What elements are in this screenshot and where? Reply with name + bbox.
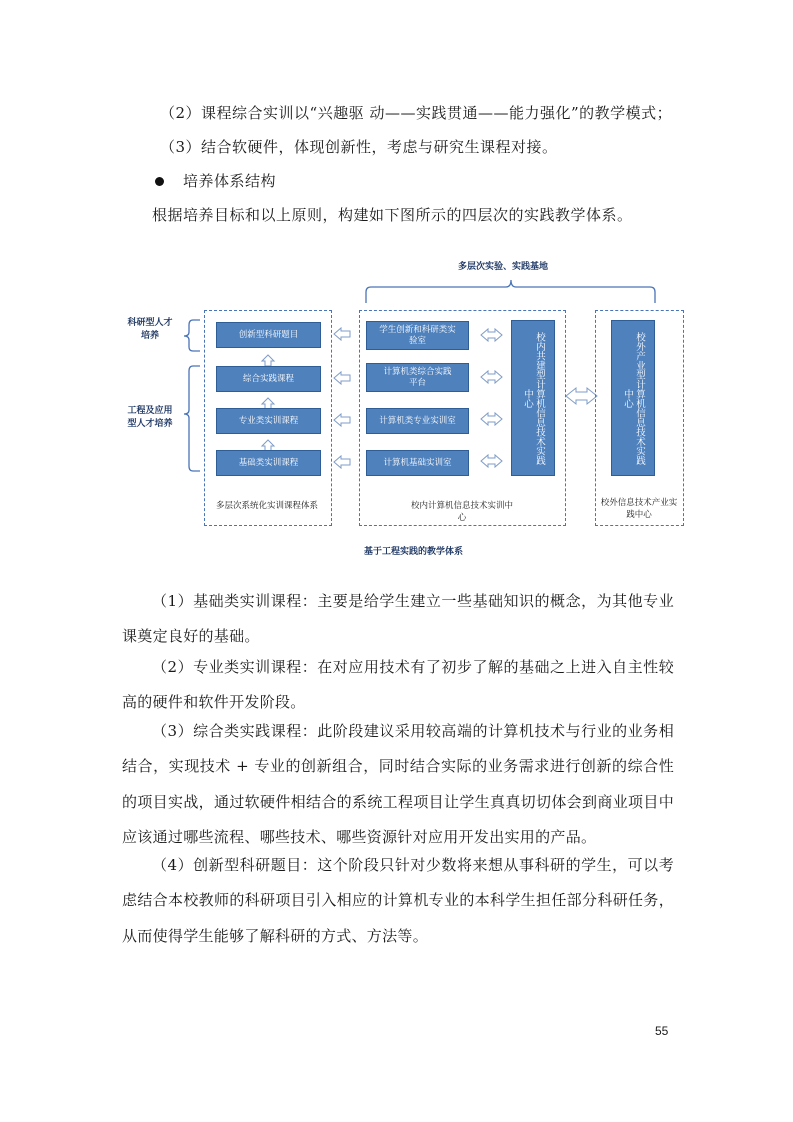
- diagram-top-label: 多层次实验、实践基地: [458, 262, 549, 272]
- side-label-research: 科研型人才培养: [127, 318, 173, 341]
- course-box-research: 创新型科研题目: [216, 322, 321, 348]
- lab-box-basic: 计算机基础实训室: [366, 450, 469, 476]
- course-box-professional: 专业类实训课程: [216, 408, 321, 434]
- paragraph-comprehensive: （3）综合类实践课程：此阶段建议采用较高端的计算机技术与行业的业务相结合，实现技术 + 专业的创新组合，同时结合实际的业务需求进行创新的综合性的项目实战，通过软硬件相结合的系统工程项目让学生真真切切体会到商业项目中应该通过哪些流程、哪些技术、哪些资源针对应用开发出实用的产品。: [122, 722, 674, 846]
- text-line-3: （3）结合软硬件，体现创新性，考虑与研究生课程对接。: [160, 138, 558, 156]
- outer-center-box: [611, 320, 655, 476]
- text-line-2: （2）课程综合实训以“兴趣驱 动——实践贯通——能力强化”的教学模式；: [160, 104, 673, 122]
- side-label-engineering: 工程及应用型人才培养: [127, 406, 173, 429]
- double-arrows: [481, 329, 597, 467]
- inner-center-caption: 校内计算机信息技术实训中心: [410, 501, 513, 523]
- course-system-caption: 多层次系统化实训课程体系: [215, 501, 318, 511]
- lab-box-integrated: 计算机类综合实践平台: [366, 363, 469, 392]
- outer-center-frame: [595, 310, 684, 526]
- paragraph-research: （4）创新型科研题目：这个阶段只针对少数将来想从事科研的学生，可以考虑结合本校教师的科研项目引入相应的计算机专业的本科学生担任部分科研任务，从而使得学生能够了解科研的方式、方法等。: [122, 856, 674, 945]
- course-box-basic: 基础类实训课程: [216, 450, 321, 476]
- inner-center-text: 校内共建型计算机信息技术实践中心: [522, 331, 545, 465]
- top-brace: [366, 280, 655, 303]
- lab-box-professional: 计算机类专业实训室: [366, 408, 469, 434]
- engineering-brace: [184, 366, 200, 471]
- diagram-caption: 基于工程实践的教学体系: [364, 547, 464, 557]
- course-box-comprehensive: 综合实践课程: [216, 366, 321, 392]
- inner-center-frame: [359, 310, 566, 526]
- paragraph-professional: （2）专业类实训课程：在对应用技术有了初步了解的基础之上进入自主性较高的硬件和软件开发阶段。: [122, 658, 674, 712]
- left-arrows: [334, 328, 350, 468]
- inner-center-box: [511, 320, 555, 476]
- intro-line: 根据培养目标和以上原则，构建如下图所示的四层次的实践教学体系。: [152, 206, 633, 224]
- outer-center-caption: 校外信息技术产业实践中心: [600, 498, 678, 520]
- bullet-icon: [155, 177, 164, 186]
- outer-center-text: 校外产业型计算机信息技术实践中心: [622, 331, 645, 465]
- page-number: 55: [655, 1024, 669, 1038]
- lab-box-innovation: 学生创新和科研类实验室: [366, 321, 469, 350]
- paragraph-basic: （1）基础类实训课程：主要是给学生建立一些基础知识的概念，为其他专业课奠定良好的基础。: [122, 592, 674, 646]
- research-brace: [184, 320, 200, 351]
- section-heading: 培养体系结构: [183, 172, 277, 190]
- up-arrows: [262, 355, 274, 451]
- course-system-frame: [204, 310, 332, 526]
